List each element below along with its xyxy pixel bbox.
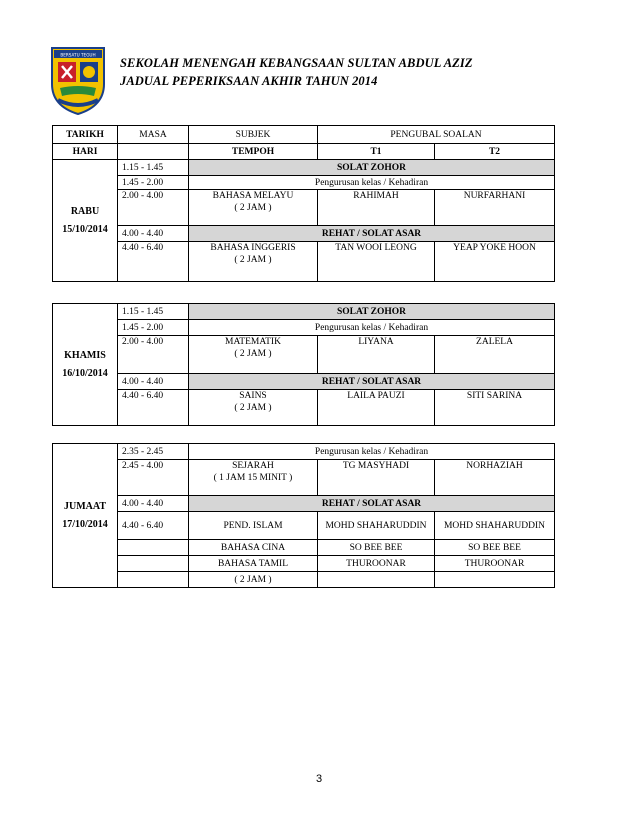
subject-name: SEJARAH [232,461,274,471]
exam-table-khamis [52,303,555,426]
table-row [53,336,555,374]
subject-name: SAINS [239,391,267,401]
t1-cell: THUROONAR [318,556,435,572]
header-tarikh: TARIKH [53,126,118,144]
time-cell: 1.45 - 2.00 [118,176,189,190]
logo-motto-top: BERSATU TEGUH [60,52,96,58]
time-cell: 1.15 - 1.45 [118,304,189,320]
table-row [53,176,555,190]
table-row [53,496,555,512]
break-cell: REHAT / SOLAT ASAR [189,496,555,512]
table-row [53,540,555,556]
header-t2: T2 [435,144,555,160]
school-name: SEKOLAH MENENGAH KEBANGSAAN SULTAN ABDUL AZIZ [120,56,473,70]
time-cell: 2.35 - 2.45 [118,444,189,460]
t1-cell: MOHD SHAHARUDDIN [318,512,435,540]
break-cell: REHAT / SOLAT ASAR [189,374,555,390]
header-pengubal: PENGUBAL SOALAN [318,126,555,144]
subject-duration: ( 2 JAM ) [234,349,272,359]
school-crest-logo [50,44,106,116]
break-cell: REHAT / SOLAT ASAR [189,226,555,242]
subject-cell: BAHASA CINA [189,540,318,556]
exam-table-jumaat [52,443,555,588]
t2-cell: YEAP YOKE HOON [435,242,555,282]
subject-duration: ( 2 JAM ) [234,203,272,213]
time-cell: 2.45 - 4.00 [118,460,189,496]
time-cell: 2.00 - 4.00 [118,336,189,374]
table-row [53,190,555,226]
t1-cell: LIYANA [318,336,435,374]
t2-cell: MOHD SHAHARUDDIN [435,512,555,540]
time-cell: 1.45 - 2.00 [118,320,189,336]
admin-cell: Pengurusan kelas / Kehadiran [189,320,555,336]
day-cell-jumaat [53,444,118,588]
subject-cell [189,190,318,226]
exam-table-rabu [52,125,555,282]
t1-cell: TG MASYHADI [318,460,435,496]
table-row [53,512,555,540]
subject-cell [189,242,318,282]
header-subjek: SUBJEK [189,126,318,144]
subject-duration: ( 1 JAM 15 MINIT ) [213,473,293,483]
time-cell: 4.40 - 6.40 [118,390,189,426]
subject-cell: BAHASA TAMIL [189,556,318,572]
t2-cell: THUROONAR [435,556,555,572]
day-cell-rabu [53,160,118,282]
table-row [53,374,555,390]
table-row [53,304,555,320]
table-row [53,242,555,282]
time-cell: 2.00 - 4.00 [118,190,189,226]
day-date: 16/10/2014 [62,367,108,379]
time-cell: 4.00 - 4.40 [118,226,189,242]
time-cell: 4.40 - 6.40 [118,512,189,540]
subject-duration: ( 2 JAM ) [234,403,272,413]
table-subheader-row [53,144,555,160]
t2-cell: NORHAZIAH [435,460,555,496]
subject-cell [189,336,318,374]
table-row [53,160,555,176]
table-row [53,556,555,572]
header-hari: HARI [53,144,118,160]
page-number: 3 [315,773,323,785]
table-row [53,226,555,242]
t2-cell: SO BEE BEE [435,540,555,556]
subject-cell: PEND. ISLAM [189,512,318,540]
admin-cell: Pengurusan kelas / Kehadiran [189,176,555,190]
t1-cell: LAILA PAUZI [318,390,435,426]
table-row [53,320,555,336]
break-cell: SOLAT ZOHOR [189,304,555,320]
time-cell: 4.40 - 6.40 [118,242,189,282]
time-cell: 4.00 - 4.40 [118,374,189,390]
day-name: RABU [70,205,100,217]
subject-name: MATEMATIK [225,337,281,347]
duration-cell: ( 2 JAM ) [189,572,318,588]
t2-cell: NURFARHANI [435,190,555,226]
day-date: 15/10/2014 [62,223,108,235]
day-name: JUMAAT [63,500,107,512]
document-title: JADUAL PEPERIKSAAN AKHIR TAHUN 2014 [120,74,378,88]
admin-cell: Pengurusan kelas / Kehadiran [189,444,555,460]
day-date: 17/10/2014 [62,518,108,530]
subject-name: BAHASA INGGERIS [210,243,296,253]
t1-cell: TAN WOOI LEONG [318,242,435,282]
table-row [53,572,555,588]
t1-cell: RAHIMAH [318,190,435,226]
header-masa: MASA [118,126,189,144]
break-cell: SOLAT ZOHOR [189,160,555,176]
time-cell: 4.00 - 4.40 [118,496,189,512]
header-tempoh: TEMPOH [189,144,318,160]
header-t1: T1 [318,144,435,160]
subject-cell [189,460,318,496]
subject-name: BAHASA MELAYU [212,191,294,201]
subject-cell [189,390,318,426]
subject-duration: ( 2 JAM ) [234,255,272,265]
table-header-row [53,126,555,144]
table-row [53,444,555,460]
time-cell: 1.15 - 1.45 [118,160,189,176]
day-cell-khamis [53,304,118,426]
table-row [53,390,555,426]
t2-cell: ZALELA [435,336,555,374]
table-row [53,460,555,496]
t2-cell: SITI SARINA [435,390,555,426]
day-name: KHAMIS [64,349,106,361]
t1-cell: SO BEE BEE [318,540,435,556]
